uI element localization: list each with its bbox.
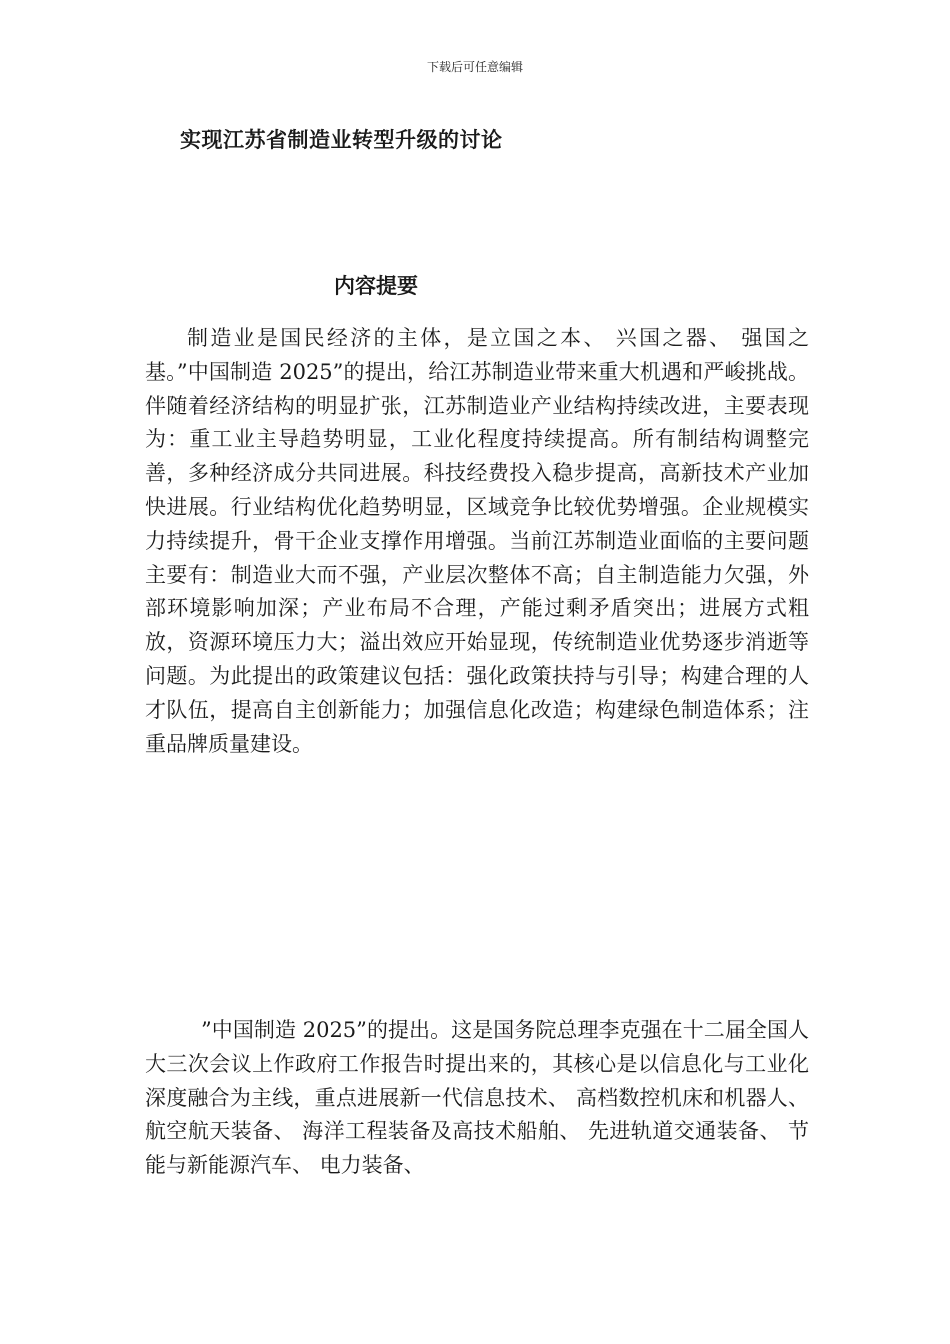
header-note: 下载后可任意编辑 [426,60,523,74]
intro-paragraph: ”中国制造 2025”的提出。这是国务院总理李克强在十二届全国人大三次会议上作政府工作报告时提出来的，其核心是以信息化与工业化深度融合为主线，重点进展新一代信息技术、 高档数控机床和机器人、 航空航天装备、 海洋工程装备及高技术船舶、 先进轨道交通装备、 节能与新能源汽车、 电力装备、 [145,1018,809,1178]
abstract-paragraph: 制造业是国民经济的主体，是立国之本、 兴国之器、 强国之基。”中国制造 2025”的提出，给江苏制造业带来重大机遇和严峻挑战。伴随着经济结构的明显扩张，江苏制造业产业结构持续改进，主要表现为：重工业主导趋势明显，工业化程度持续提高。所有制结构调整完善，多种经济成分共同进展。科技经费投入稳步提高，高新技术产业加快进展。行业结构优化趋势明显，区域竞争比较优势增强。企业规模实力持续提升，骨干企业支撑作用增强。当前江苏制造业面临的主要问题主要有：制造业大而不强，产业层次整体不高；自主制造能力欠强，外部环境影响加深；产业布局不合理，产能过剩矛盾突出；进展方式粗放，资源环境压力大；溢出效应开始显现，传统制造业优势逐步消逝等问题。为此提出的政策建议包括：强化政策扶持与引导；构建合理的人才队伍，提高自主创新能力；加强信息化改造；构建绿色制造体系；注重品牌质量建设。 [145,326,809,756]
abstract-heading: 内容提要 [334,273,418,298]
document-title: 实现江苏省制造业转型升级的讨论 [180,128,503,152]
